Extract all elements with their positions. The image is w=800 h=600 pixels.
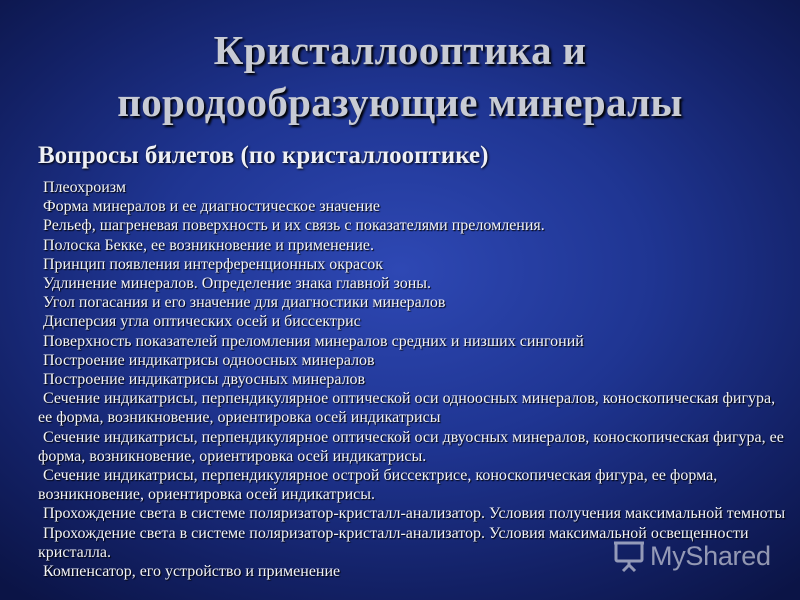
- list-item: Прохождение света в системе поляризатор-кристалл-анализатор. Условия получения максимальной темноты: [43, 505, 786, 523]
- list-item: Поверхность показателей преломления минералов средних и низших сингоний: [43, 332, 584, 350]
- presentation-board-icon: [612, 539, 646, 573]
- list-item: Форма минералов и ее диагностическое значение: [43, 198, 381, 216]
- list-item: Угол погасания и его значение для диагностики минералов: [43, 294, 446, 312]
- list-item: Сечение индикатрисы, перпендикулярное острой биссектрисе, коноскопическая фигура, ее форма, возникновение, ориентировка осей индикатрисы.: [38, 467, 718, 504]
- slide-title: [0, 24, 800, 128]
- list-item: Рельеф, шагреневая поверхность и их связь с показателями преломления.: [43, 217, 545, 235]
- list-item: Дисперсия угла оптических осей и биссектрис: [43, 313, 361, 331]
- list-item: Построение индикатрисы одноосных минералов: [43, 351, 375, 369]
- list-item: Построение индикатрисы двуосных минералов: [43, 371, 366, 389]
- slide-subtitle: Вопросы билетов (по кристаллооптике): [38, 142, 489, 169]
- list-item: Принцип появления интерференционных окрасок: [43, 255, 383, 273]
- list-item: Компенсатор, его устройство и применение: [43, 563, 341, 581]
- list-item: Удлинение минералов. Определение знака главной зоны.: [43, 275, 432, 293]
- list-item: Плеохроизм: [43, 179, 127, 196]
- list-item: Сечение индикатрисы, перпендикулярное оптической оси одноосных минералов, коноскопическая фигура, ее форма, возникновение, ориентировка осей индикатрисы: [38, 390, 776, 427]
- title-line-2: породообразующие минералы: [117, 79, 683, 125]
- title-line-1: Кристаллооптика и: [213, 27, 587, 73]
- list-item: Сечение индикатрисы, перпендикулярное оптической оси двуосных минералов, коноскопическая фигура, ее форма, возникновение, ориентировка осей индикатрисы.: [38, 428, 784, 465]
- question-list: [38, 178, 786, 581]
- watermark: [612, 538, 771, 574]
- watermark-text: MyShared: [650, 540, 771, 571]
- list-item: Прохождение света в системе поляризатор-кристалл-анализатор. Условия максимальной освещенности кристалла.: [38, 524, 749, 561]
- list-item: Полоска Бекке, ее возникновение и применение.: [43, 236, 375, 254]
